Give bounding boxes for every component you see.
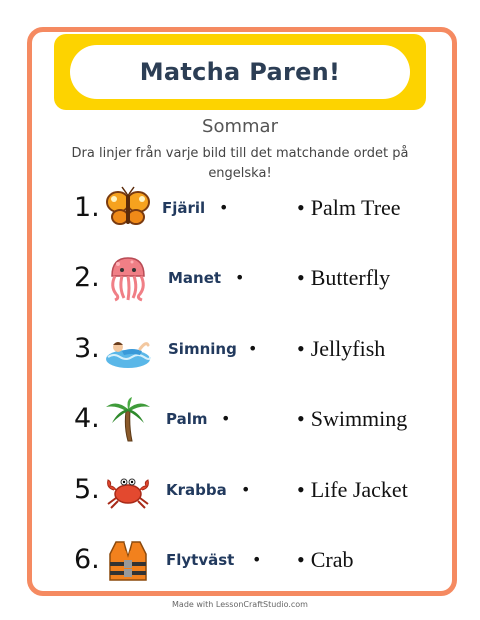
english-word-item [297,530,353,590]
match-row [0,178,480,238]
english-word-item [297,178,401,238]
life-jacket-icon [104,536,152,584]
swimmer-icon [104,325,152,373]
crab-icon [104,466,152,514]
english-word-item [297,319,385,379]
match-dot-left[interactable]: • [241,480,251,499]
item-number: 2. [74,262,100,293]
item-number: 6. [74,544,100,575]
match-dot-left[interactable]: • [252,550,262,569]
palm-tree-icon [104,395,152,443]
match-dot-left[interactable]: • [235,268,245,287]
match-dot-left[interactable]: • [219,198,229,217]
butterfly-icon [104,184,152,232]
swedish-word: Flytväst [166,551,235,569]
match-row [0,460,480,520]
match-dot-left[interactable]: • [221,409,231,428]
match-dot-right[interactable]: • [297,406,305,431]
item-number: 3. [74,333,100,364]
page-title: Matcha Paren! [139,58,341,86]
swedish-word: Fjäril [162,199,206,217]
instructions: Dra linjer från varje bild till det matchande ordet på engelska! [71,146,409,181]
english-word: Crab [310,547,354,572]
english-word: Jellyfish [310,336,386,361]
english-word: Swimming [310,406,408,431]
match-row [0,389,480,449]
english-word: Butterfly [310,265,391,290]
match-dot-right[interactable]: • [297,547,305,572]
match-row [0,248,480,308]
english-word-item [297,389,407,449]
swedish-word: Krabba [166,481,227,499]
swedish-word: Manet [168,269,222,287]
footer-credit: Made with LessonCraftStudio.com [172,600,308,609]
english-word: Life Jacket [310,477,408,502]
english-word-item [297,460,408,520]
english-word: Palm Tree [310,195,401,220]
match-dot-left[interactable]: • [248,339,258,358]
english-word-item [297,248,390,308]
item-number: 5. [74,474,100,505]
match-dot-right[interactable]: • [297,336,305,361]
match-dot-right[interactable]: • [297,195,305,220]
swedish-word: Palm [166,410,208,428]
title-pill [70,45,410,99]
match-dot-right[interactable]: • [297,265,305,290]
swedish-word: Simning [168,340,237,358]
subtitle: Sommar [202,116,278,137]
jellyfish-icon [104,254,152,302]
item-number: 1. [74,192,100,223]
item-number: 4. [74,403,100,434]
match-row [0,530,480,590]
match-row [0,319,480,379]
match-dot-right[interactable]: • [297,477,305,502]
